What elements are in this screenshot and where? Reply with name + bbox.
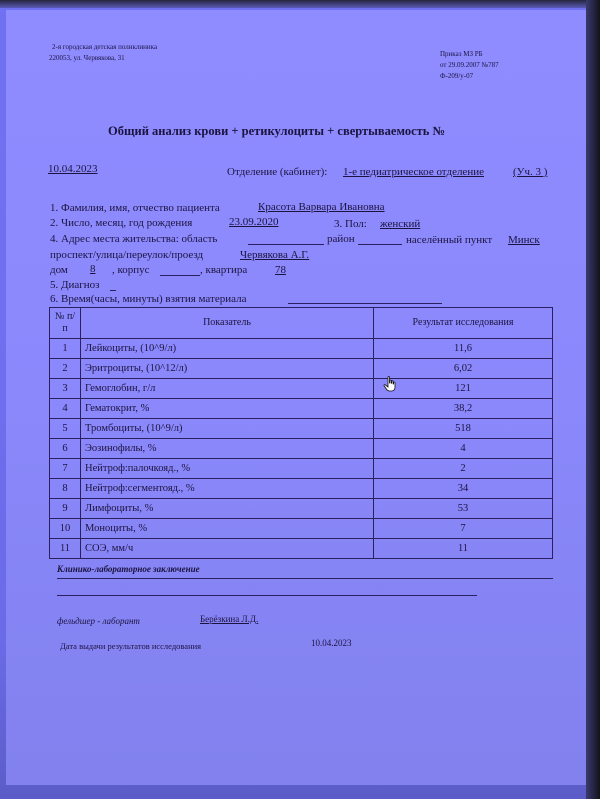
- org-address: 220053, ул. Червякова, 31: [49, 54, 125, 62]
- result-value: 4: [374, 439, 553, 459]
- locality-label: населённый пункт: [406, 234, 493, 246]
- indicator-name: Гематокрит, %: [81, 399, 374, 419]
- monitor-bezel-right: [586, 0, 600, 799]
- result-value: 53: [374, 499, 553, 519]
- indicator-name: Эозинофилы, %: [81, 439, 374, 459]
- street-label: проспект/улица/переулок/проезд: [50, 249, 204, 261]
- row-number: 6: [50, 439, 81, 459]
- indicator-name: Эритроциты, (10^12/л): [81, 359, 374, 379]
- results-table: [49, 307, 553, 559]
- table-row: [50, 519, 553, 539]
- diagnosis-label: 5. Диагноз: [50, 279, 100, 291]
- table-row: [50, 359, 553, 379]
- header-result: Результат исследования: [374, 308, 553, 339]
- lab-assistant-label: фельдшер - лаборант: [57, 616, 140, 626]
- patient-name: Красота Варвара Ивановна: [258, 201, 385, 213]
- result-value: 34: [374, 479, 553, 499]
- row-number: 9: [50, 499, 81, 519]
- result-value: 38,2: [374, 399, 553, 419]
- department-label: Отделение (кабинет):: [227, 166, 328, 178]
- conclusion-label: Клинико-лабораторное заключение: [57, 564, 200, 574]
- table-row: [50, 499, 553, 519]
- row-number: 7: [50, 459, 81, 479]
- table-row: [50, 339, 553, 359]
- monitor-bezel-top: [0, 0, 600, 8]
- time-label: 6. Время(часы, минуты) взятия материала: [50, 293, 247, 305]
- indicator-name: СОЭ, мм/ч: [81, 539, 374, 559]
- issue-label: Дата выдачи результатов исследования: [60, 641, 202, 651]
- table-row: [50, 459, 553, 479]
- indicator-name: Моноциты, %: [81, 519, 374, 539]
- document-title: Общий анализ крови + ретикулоциты + свертываемость №: [108, 124, 446, 138]
- indicator-name: Гемоглобин, г/л: [81, 379, 374, 399]
- row-number: 1: [50, 339, 81, 359]
- row-number: 3: [50, 379, 81, 399]
- row-number: 4: [50, 399, 81, 419]
- birth-date: 23.09.2020: [229, 216, 279, 228]
- street-value: Червякова А.Г.: [240, 249, 310, 261]
- birth-label: 2. Число, месяц, год рождения: [50, 217, 193, 229]
- hand-pointer-icon: [383, 376, 397, 392]
- indicator-name: Нейтроф:палочкояд., %: [81, 459, 374, 479]
- table-row: [50, 479, 553, 499]
- table-header-row: [50, 308, 553, 339]
- issue-date: 10.04.2023: [311, 638, 352, 648]
- sex-value: женский: [380, 218, 421, 230]
- result-value: 11: [374, 539, 553, 559]
- result-value: 6,02: [374, 359, 553, 379]
- apartment-value: 78: [275, 264, 286, 276]
- lab-assistant-name: Берёзкина Л.Д.: [200, 614, 259, 624]
- result-value: 121: [374, 379, 553, 399]
- row-number: 11: [50, 539, 81, 559]
- table-row: [50, 439, 553, 459]
- locality-value: Минск: [508, 234, 540, 246]
- order-line1: Приказ МЗ РБ: [440, 50, 483, 58]
- address-label: 4. Адрес места жительства: область: [50, 233, 218, 245]
- analysis-date: 10.04.2023: [48, 163, 98, 175]
- house-label: дом: [50, 264, 68, 276]
- indicator-name: Лимфоциты, %: [81, 499, 374, 519]
- name-label: 1. Фамилия, имя, отчество пациента: [50, 202, 220, 214]
- row-number: 2: [50, 359, 81, 379]
- org-name: 2-я городская детская поликлиника: [52, 43, 158, 51]
- building-label: , корпус: [112, 264, 150, 276]
- department-value: 1-е педиатрическое отделение: [343, 166, 484, 178]
- result-value: 518: [374, 419, 553, 439]
- sex-label: 3. Пол:: [334, 218, 367, 230]
- table-row: [50, 419, 553, 439]
- row-number: 10: [50, 519, 81, 539]
- indicator-name: Тромбоциты, (10^9/л): [81, 419, 374, 439]
- indicator-name: Нейтроф:сегментояд., %: [81, 479, 374, 499]
- table-row: [50, 399, 553, 419]
- row-number: 5: [50, 419, 81, 439]
- table-row: [50, 539, 553, 559]
- header-num: № п/п: [50, 308, 81, 339]
- row-number: 8: [50, 479, 81, 499]
- table-row: [50, 379, 553, 399]
- district-label: район: [327, 233, 355, 245]
- result-value: 11,6: [374, 339, 553, 359]
- result-value: 7: [374, 519, 553, 539]
- house-value: 8: [90, 263, 96, 275]
- district-number: (Уч. 3 ): [513, 166, 548, 178]
- form-code: Ф-209/у-07: [440, 72, 474, 80]
- order-line2: от 29.09.2007 №787: [440, 61, 499, 69]
- result-value: 2: [374, 459, 553, 479]
- header-indicator: Показатель: [81, 308, 374, 339]
- indicator-name: Лейкоциты, (10^9/л): [81, 339, 374, 359]
- apartment-label: , квартира: [200, 264, 248, 276]
